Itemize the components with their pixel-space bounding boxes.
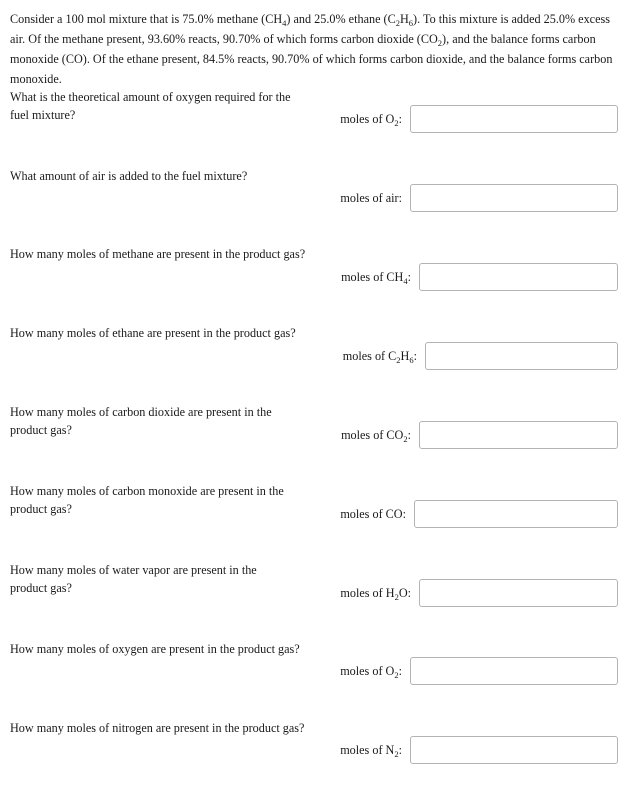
question-row-ethane-product	[0, 325, 636, 385]
unit-label	[343, 349, 417, 364]
answer-group	[341, 420, 618, 450]
water-product-input[interactable]	[419, 579, 618, 607]
answer-group	[343, 341, 618, 371]
problem-text-5: ), and the balance forms carbon monoxide (CO). Of the ethane present, 84.5% reacts, 90.70% of which forms carbon dioxide, and the balance forms carbon monoxide.	[10, 32, 613, 86]
unit-label-sub: 2	[394, 591, 399, 602]
unit-label-text: moles of O	[340, 111, 395, 126]
co-product-input[interactable]	[414, 500, 618, 528]
unit-label-text: moles of air:	[340, 190, 402, 205]
unit-label-suffix: :	[398, 742, 402, 757]
question-row-air-added	[0, 168, 636, 228]
unit-label-suffix: :	[398, 663, 402, 678]
unit-label	[340, 743, 402, 758]
question-text: How many moles of carbon dioxide are present in the product gas?	[10, 405, 272, 437]
problem-statement	[10, 9, 626, 89]
problem-text-4: ). To this mixture is added 25.0% excess air. Of the methane present, 93.60% reacts, 90.70% of which forms carbon dioxide (CO	[10, 12, 610, 46]
question-text: How many moles of ethane are present in the product gas?	[10, 326, 296, 340]
problem-sub-4: 2	[437, 38, 443, 48]
unit-label	[340, 586, 411, 601]
unit-label-sub: 4	[403, 275, 408, 286]
question-text: How many moles of methane are present in the product gas?	[10, 247, 306, 261]
unit-label-suffix: O:	[398, 585, 411, 600]
problem-text-2: ) and 25.0% ethane (C	[286, 12, 396, 26]
unit-label	[341, 270, 411, 285]
question-row-theoretical-oxygen	[0, 89, 636, 149]
ethane-product-input[interactable]	[425, 342, 618, 370]
unit-label-sub: 2	[394, 748, 399, 759]
question-text: How many moles of nitrogen are present in the product gas?	[10, 721, 305, 735]
unit-label-text: moles of O	[340, 663, 395, 678]
oxygen-product-input[interactable]	[410, 657, 618, 685]
question-text: How many moles of carbon monoxide are present in the product gas?	[10, 484, 284, 516]
unit-label-suffix: :	[407, 427, 411, 442]
question-text: What is the theoretical amount of oxygen required for the fuel mixture?	[10, 90, 291, 122]
unit-label	[341, 428, 411, 443]
methane-product-input[interactable]	[419, 263, 618, 291]
unit-label-sub: 2	[403, 433, 408, 444]
unit-label-text: moles of H	[340, 585, 395, 600]
question-row-co-product	[0, 483, 636, 543]
problem-sub-2: 2	[395, 18, 400, 28]
question-row-nitrogen-product	[0, 720, 636, 780]
question-row-water-product	[0, 562, 636, 622]
unit-label	[340, 507, 406, 522]
air-added-input[interactable]	[410, 184, 618, 212]
answer-group	[340, 104, 618, 134]
problem-sub-1: 4	[282, 18, 287, 28]
answer-group	[340, 735, 618, 765]
nitrogen-product-input[interactable]	[410, 736, 618, 764]
answer-group	[340, 499, 618, 529]
question-row-methane-product	[0, 246, 636, 306]
unit-label	[340, 112, 402, 127]
problem-sub-3: 6	[408, 18, 414, 28]
question-text: How many moles of oxygen are present in the product gas?	[10, 642, 300, 656]
problem-text-3: H	[399, 12, 409, 26]
unit-label-sub: 2	[394, 669, 399, 680]
question-row-co2-product	[0, 404, 636, 464]
question-text: How many moles of water vapor are present in the product gas?	[10, 563, 257, 595]
unit-label-sub-2: 6	[409, 354, 414, 365]
answer-group	[340, 183, 618, 213]
unit-label-text: moles of CO	[341, 427, 404, 442]
answer-group	[340, 578, 618, 608]
unit-label	[340, 664, 402, 679]
unit-label-text: moles of CO:	[340, 506, 406, 521]
unit-label-sub: 2	[394, 117, 399, 128]
unit-label-mid: H	[400, 348, 410, 363]
unit-label-text: moles of C	[342, 348, 397, 363]
co2-product-input[interactable]	[419, 421, 618, 449]
unit-label-text: moles of N	[340, 742, 395, 757]
unit-label-suffix: :	[407, 269, 411, 284]
answer-group	[340, 656, 618, 686]
question-row-oxygen-product	[0, 641, 636, 701]
unit-label-suffix: :	[398, 111, 402, 126]
unit-label	[340, 191, 402, 206]
unit-label-sub: 2	[396, 354, 401, 365]
unit-label-suffix: :	[413, 348, 417, 363]
question-text: What amount of air is added to the fuel mixture?	[10, 169, 248, 183]
problem-text-1: Consider a 100 mol mixture that is 75.0% methane (CH	[10, 12, 283, 26]
answer-group	[341, 262, 618, 292]
unit-label-text: moles of CH	[341, 269, 404, 284]
theoretical-oxygen-input[interactable]	[410, 105, 618, 133]
